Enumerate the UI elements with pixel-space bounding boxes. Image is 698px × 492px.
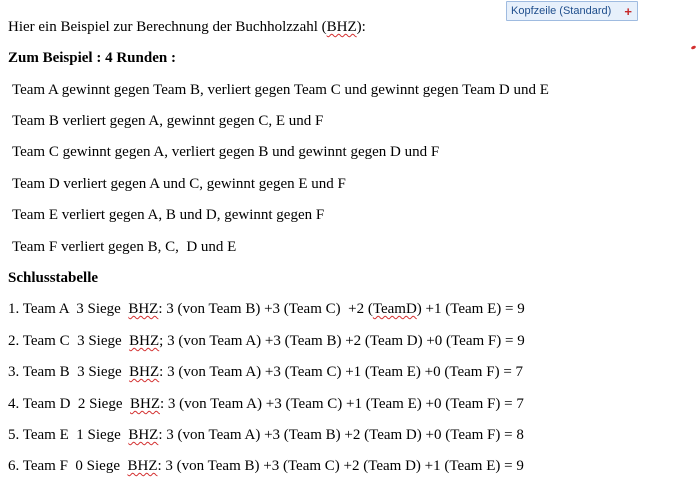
standings-misspelled-word[interactable]: TeamD	[372, 301, 417, 317]
standings-prefix: 4. Team D 2 Siege	[8, 396, 130, 412]
standings-heading[interactable]: Schlusstabelle	[8, 270, 99, 286]
result-line-team-a[interactable]: Team A gewinnt gegen Team B, verliert gegen Team C und gewinnt gegen Team D und E	[12, 82, 549, 98]
standings-calculation: : 3 (von Team A) +3 (Team C) +1 (Team E) +0 (Team F) = 7	[160, 396, 524, 412]
standings-abbreviation[interactable]: BHZ	[129, 364, 160, 380]
standings-row[interactable]	[8, 332, 525, 350]
standings-prefix: 6. Team F 0 Siege	[8, 458, 128, 474]
result-line-team-b[interactable]: Team B verliert gegen A, gewinnt gegen C, E und F	[12, 113, 324, 129]
standings-prefix: 2. Team C 3 Siege	[8, 333, 130, 349]
standings-calculation: ; 3 (von Team A) +3 (Team B) +2 (Team D) +0 (Team F) = 9	[159, 333, 525, 349]
standings-calculation: : 3 (von Team A) +3 (Team B) +2 (Team D) +0 (Team F) = 8	[158, 427, 524, 443]
standings-prefix: 1. Team A 3 Siege	[8, 301, 129, 317]
intro-paragraph[interactable]	[8, 18, 366, 36]
standings-abbreviation[interactable]: BHZ	[129, 333, 160, 349]
standings-row[interactable]	[8, 363, 523, 381]
plus-icon[interactable]: +	[624, 4, 632, 19]
standings-abbreviation[interactable]: BHZ	[128, 301, 159, 317]
standings-abbreviation[interactable]: BHZ	[127, 458, 158, 474]
standings-row[interactable]	[8, 395, 524, 413]
spellcheck-mark	[691, 45, 697, 50]
standings-abbreviation[interactable]: BHZ	[128, 427, 159, 443]
standings-row[interactable]	[8, 457, 524, 475]
intro-abbreviation[interactable]: BHZ	[326, 19, 357, 35]
standings-calculation: : 3 (von Team B) +3 (Team C) +2 (Team D) +1 (Team E) = 9	[157, 458, 524, 474]
header-section-tag[interactable]	[506, 1, 638, 21]
standings-prefix: 5. Team E 1 Siege	[8, 427, 129, 443]
intro-text-after: ):	[356, 19, 366, 35]
standings-row[interactable]	[8, 426, 524, 444]
result-line-team-c[interactable]: Team C gewinnt gegen A, verliert gegen B und gewinnt gegen D und F	[12, 144, 440, 160]
result-line-team-f[interactable]: Team F verliert gegen B, C, D und E	[12, 239, 237, 255]
standings-row[interactable]	[8, 300, 525, 318]
standings-calculation: : 3 (von Team B) +3 (Team C) +2 (	[158, 301, 373, 317]
header-section-label: Kopfzeile (Standard)	[511, 5, 612, 17]
standings-abbreviation[interactable]: BHZ	[130, 396, 160, 412]
standings-prefix: 3. Team B 3 Siege	[8, 364, 130, 380]
intro-text-before: Hier ein Beispiel zur Berechnung der Buchholzzahl (	[8, 19, 327, 35]
standings-calculation-rest: ) +1 (Team E) = 9	[416, 301, 525, 317]
result-line-team-e[interactable]: Team E verliert gegen A, B und D, gewinnt gegen F	[12, 207, 325, 223]
example-heading[interactable]: Zum Beispiel : 4 Runden :	[8, 50, 176, 66]
standings-calculation: : 3 (von Team A) +3 (Team C) +1 (Team E) +0 (Team F) = 7	[159, 364, 524, 380]
result-line-team-d[interactable]: Team D verliert gegen A und C, gewinnt gegen E und F	[12, 176, 346, 192]
